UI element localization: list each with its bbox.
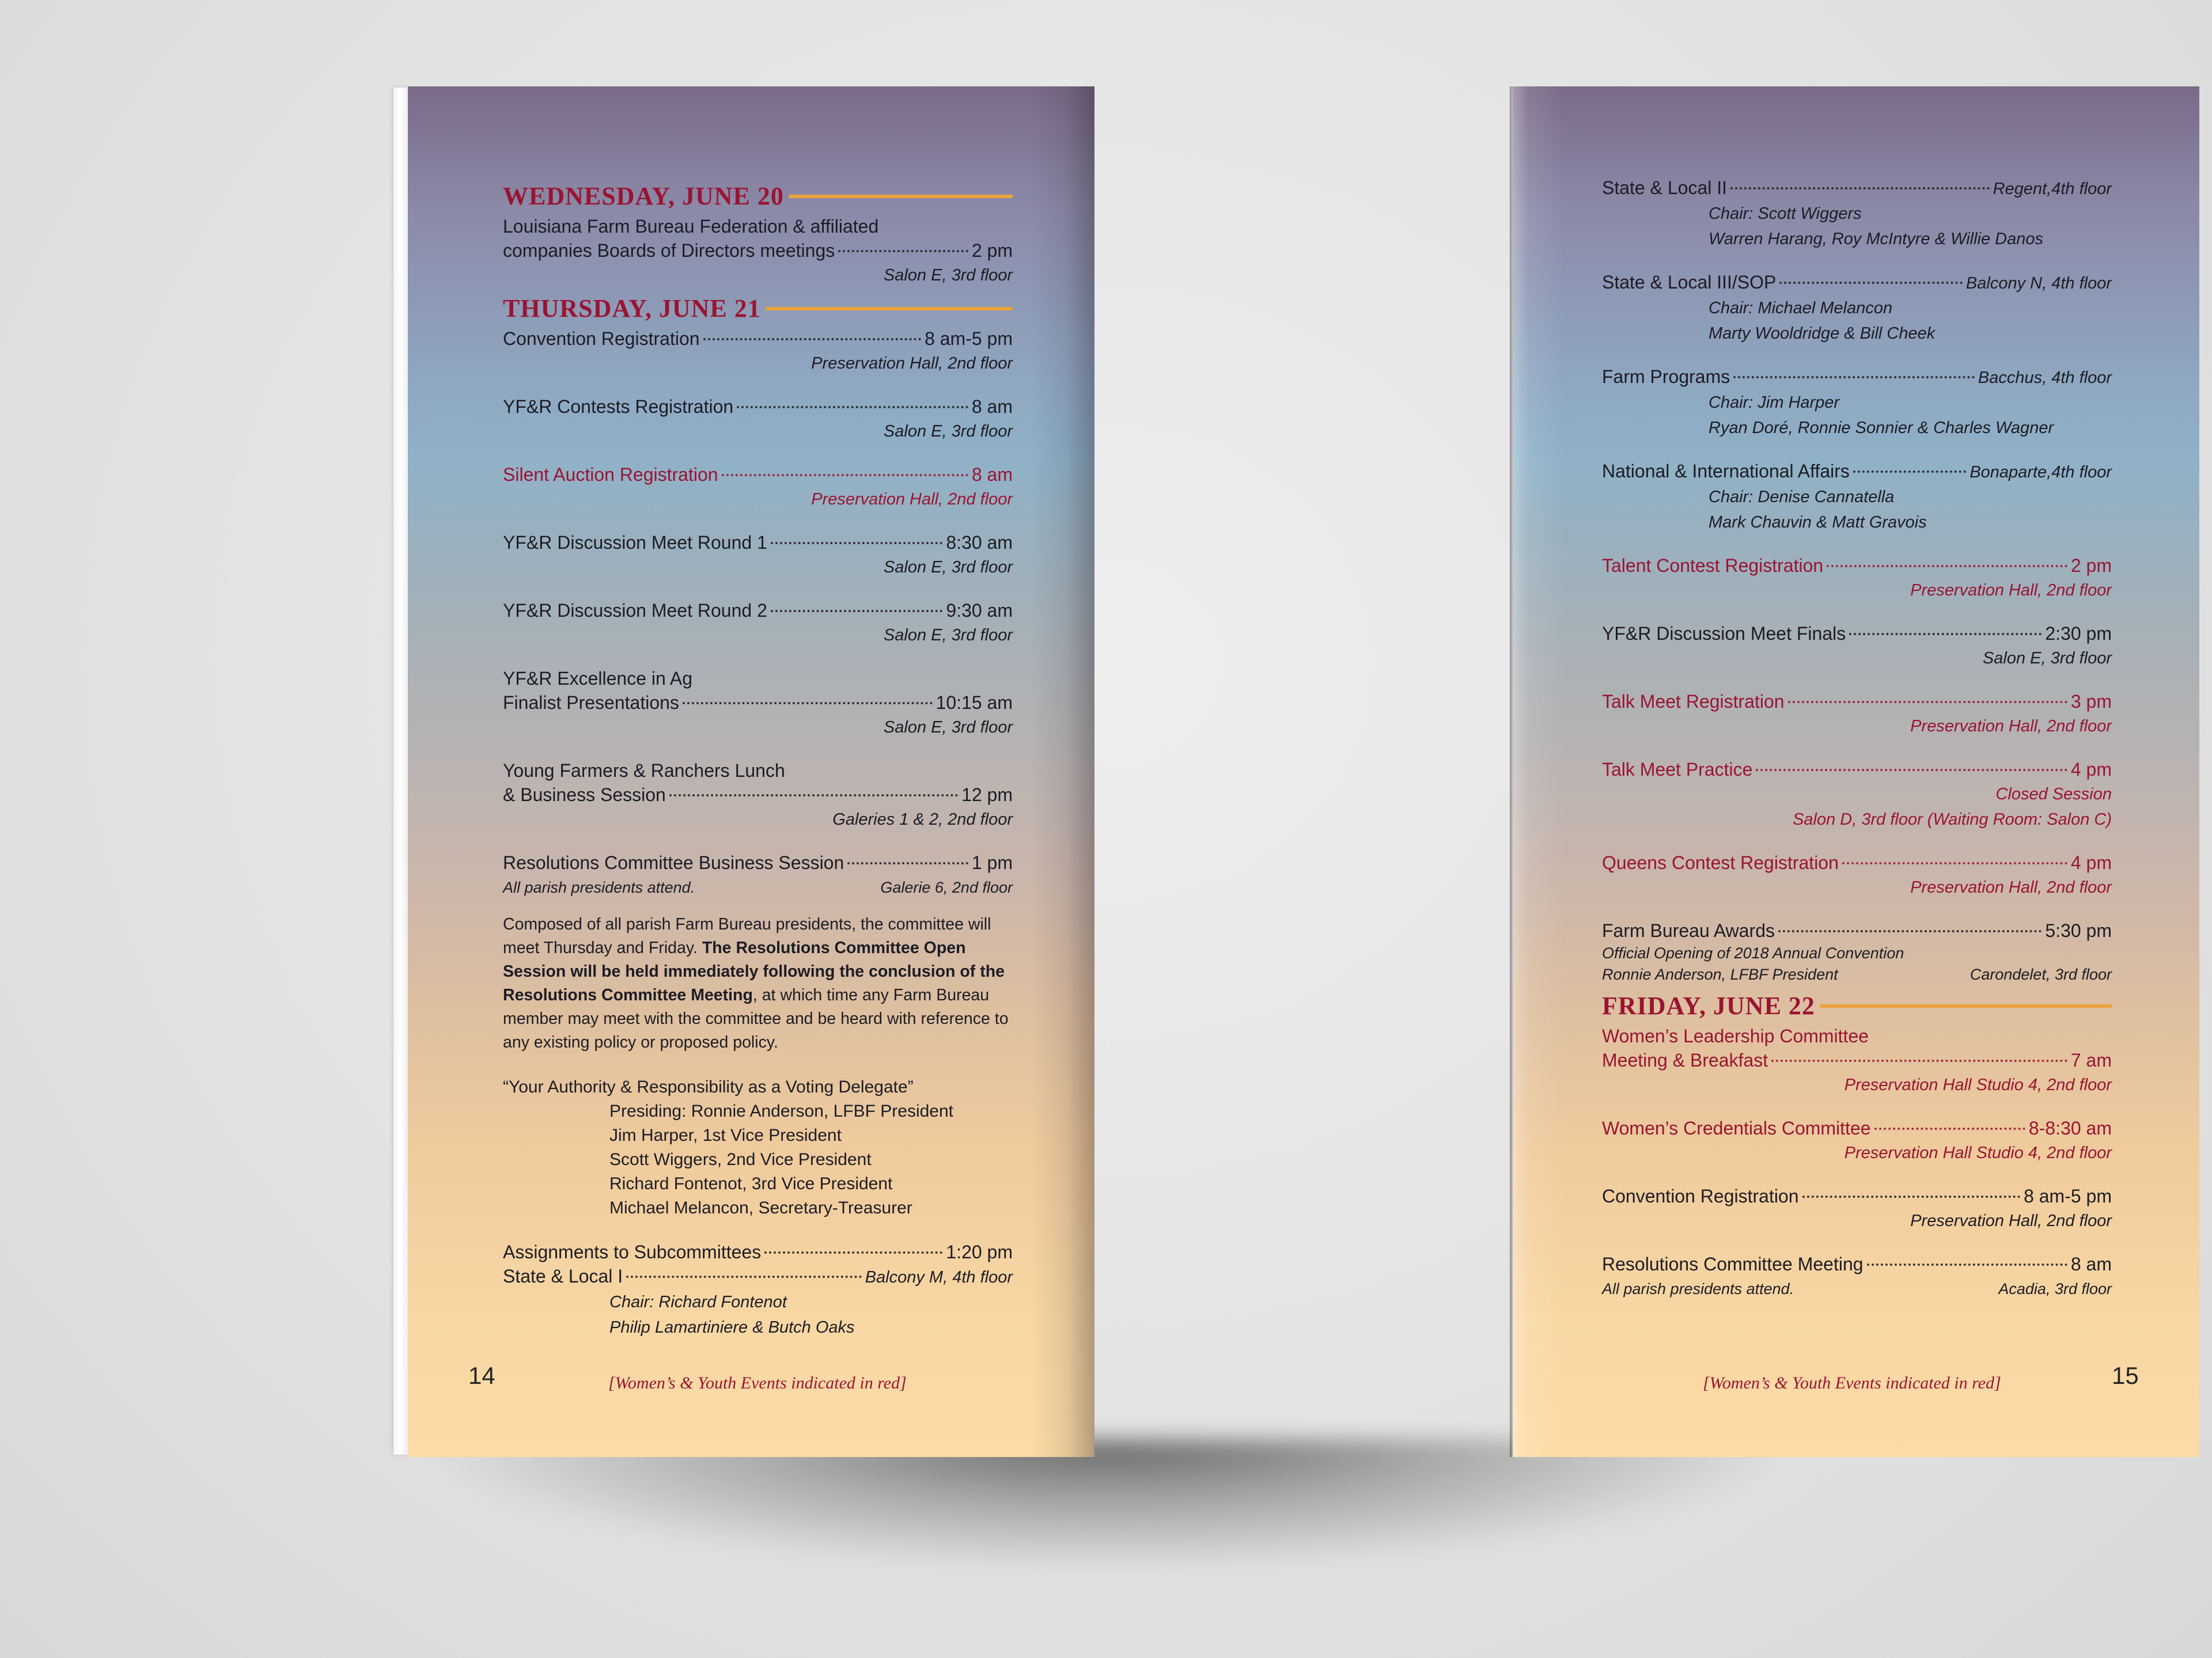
- left-page-schedule: [503, 176, 1013, 1340]
- page-number: 14: [468, 1362, 495, 1389]
- schedule-entry: [503, 530, 1013, 580]
- event-time: 7 am: [2070, 1050, 2112, 1071]
- subcommittee-location: Balcony N, 4th floor: [1965, 274, 2112, 293]
- heading-rule: [766, 307, 1013, 310]
- event-time: 8 am-5 pm: [925, 328, 1013, 349]
- session-title: “Your Authority & Responsibility as a Voting Delegate”: [503, 1077, 914, 1097]
- event-time: 1:20 pm: [946, 1242, 1013, 1262]
- event-location: Acadia, 3rd floor: [1998, 1280, 2112, 1297]
- resolutions-committee-description: Composed of all parish Farm Bureau presidents, the committee will meet Thursday and Friday. The Resolutions Committee Open Session will be held immediately following the conclusion of the Resolutions Committee Meeting, at which time any Farm Bureau member may meet with the committee and be heard with reference to any existing policy or proposed policy.: [503, 915, 1009, 1052]
- subcommittee-location: Bonaparte,4th floor: [1969, 463, 2112, 481]
- event-note: All parish presidents attend.: [1602, 1280, 1794, 1297]
- schedule-entry: [1602, 621, 2112, 671]
- event-location: Salon E, 3rd floor: [1982, 649, 2112, 667]
- subcommittee-members: Mark Chauvin & Matt Gravois: [1709, 513, 1927, 532]
- day-heading-wednesday: WEDNESDAY, JUNE 20: [503, 181, 1013, 211]
- event-presenter: Ronnie Anderson, LFBF President: [1602, 966, 1838, 983]
- event-location: Salon E, 3rd floor: [883, 422, 1013, 441]
- schedule-entry: [503, 666, 1013, 740]
- subcommittee-members: Marty Wooldridge & Bill Cheek: [1709, 324, 1936, 343]
- subcommittee-location: Regent,4th floor: [1993, 180, 2112, 198]
- schedule-entry: [503, 394, 1013, 444]
- subcommittee-entry: [1602, 176, 2112, 252]
- event-title: & Business Session: [503, 784, 666, 805]
- event-time: 4 pm: [2070, 852, 2112, 873]
- schedule-entry: [1602, 1252, 2112, 1302]
- day-heading-friday: FRIDAY, JUNE 22: [1602, 991, 2112, 1020]
- subcommittee-title: Farm Programs: [1602, 366, 1730, 387]
- event-title: Convention Registration: [503, 328, 700, 349]
- event-title: Farm Bureau Awards: [1602, 920, 1775, 941]
- subcommittee-chair: Chair: Michael Melancon: [1709, 299, 1893, 317]
- event-time: 12 pm: [961, 784, 1013, 805]
- event-time: 8:30 am: [946, 532, 1013, 553]
- event-time: 5:30 pm: [2045, 920, 2112, 941]
- event-time: 8 am-5 pm: [2024, 1186, 2112, 1206]
- schedule-entry: [503, 214, 1013, 288]
- presenter: Jim Harper, 1st Vice President: [609, 1126, 842, 1145]
- heading-rule: [789, 195, 1013, 198]
- event-location: Preservation Hall, 2nd floor: [1910, 1212, 2112, 1230]
- event-note: All parish presidents attend.: [503, 879, 695, 896]
- subcommittee-members: Philip Lamartiniere & Butch Oaks: [609, 1318, 855, 1337]
- footer-legend: [Women’s & Youth Events indicated in red]: [1703, 1374, 2001, 1393]
- event-time: 8 am: [2070, 1254, 2112, 1274]
- event-location: Salon E, 3rd floor: [883, 626, 1013, 644]
- event-time: 2:30 pm: [2045, 623, 2112, 644]
- presenter: Scott Wiggers, 2nd Vice President: [609, 1150, 872, 1169]
- event-location: Galerie 6, 2nd floor: [880, 879, 1013, 896]
- open-booklet: [393, 86, 2139, 1457]
- event-time: 9:30 am: [946, 600, 1013, 621]
- subcommittee-entry: [1602, 365, 2112, 441]
- subcommittee-members: Warren Harang, Roy McIntyre & Willie Danos: [1709, 230, 2044, 248]
- event-time: 2 pm: [2070, 555, 2112, 576]
- spine-highlight: [1513, 86, 1565, 1457]
- event-time: 10:15 am: [935, 692, 1013, 713]
- schedule-entry: [503, 327, 1013, 376]
- event-title: Finalist Presentations: [503, 692, 679, 713]
- event-location: Preservation Hall Studio 4, 2nd floor: [1844, 1144, 2112, 1162]
- subcommittee-chair: Chair: Richard Fontenot: [609, 1293, 787, 1311]
- event-location: Salon E, 3rd floor: [883, 558, 1013, 576]
- event-title: YF&R Excellence in Ag: [503, 668, 693, 689]
- subcommittee-chair: Chair: Scott Wiggers: [1709, 204, 1862, 223]
- voting-delegate-session: [503, 1075, 1013, 1220]
- subcommittee-title: State & Local II: [1602, 177, 1728, 198]
- event-title: Talk Meet Registration: [1602, 691, 1785, 712]
- event-title: YF&R Discussion Meet Finals: [1602, 623, 1846, 644]
- event-time: 8 am: [971, 464, 1013, 485]
- schedule-entry: [503, 598, 1013, 648]
- event-location: Preservation Hall, 2nd floor: [811, 354, 1013, 373]
- schedule-entry-womens-youth: [503, 462, 1013, 512]
- schedule-entry: [1602, 919, 2112, 985]
- event-title: Resolutions Committee Meeting: [1602, 1254, 1863, 1274]
- schedule-entry: [1602, 1184, 2112, 1234]
- page-14: [408, 86, 1094, 1457]
- page-number: 15: [2112, 1362, 2139, 1389]
- event-title: Queens Contest Registration: [1602, 852, 1839, 873]
- subcommittee-members: Ryan Doré, Ronnie Sonnier & Charles Wagner: [1709, 419, 2054, 437]
- event-title: Assignments to Subcommittees: [503, 1242, 762, 1262]
- presenter: Richard Fontenot, 3rd Vice President: [609, 1174, 893, 1193]
- subcommittee-entry: [1602, 459, 2112, 535]
- event-title: companies Boards of Directors meetings: [503, 240, 835, 261]
- schedule-entry: [503, 758, 1013, 832]
- event-location: Salon E, 3rd floor: [883, 718, 1013, 737]
- event-location: Preservation Hall, 2nd floor: [1910, 878, 2112, 897]
- event-title: YF&R Discussion Meet Round 2: [503, 600, 767, 621]
- event-title: Women’s Credentials Committee: [1602, 1118, 1871, 1139]
- presenter: Presiding: Ronnie Anderson, LFBF President: [609, 1102, 953, 1121]
- schedule-entry: [503, 851, 1013, 900]
- schedule-entry-womens-youth: [1602, 851, 2112, 900]
- event-location: Salon D, 3rd floor (Waiting Room: Salon C): [1793, 810, 2112, 829]
- subcommittee-title: State & Local III/SOP: [1602, 272, 1777, 293]
- schedule-entry-womens-youth: [1602, 689, 2112, 739]
- event-title: Talent Contest Registration: [1602, 555, 1824, 576]
- booklet-shadow: [415, 1440, 1797, 1572]
- event-time: 8-8:30 am: [2028, 1118, 2112, 1139]
- event-location: Preservation Hall, 2nd floor: [811, 490, 1013, 509]
- schedule-entry-womens-youth: [1602, 1116, 2112, 1166]
- schedule-entry-womens-youth: [1602, 1024, 2112, 1098]
- event-time: 2 pm: [971, 240, 1013, 261]
- page-15: [1513, 86, 2199, 1457]
- event-location: Preservation Hall, 2nd floor: [1910, 581, 2112, 600]
- schedule-entry-womens-youth: [1602, 553, 2112, 603]
- spine-shade: [1031, 86, 1094, 1457]
- event-note: Closed Session: [1995, 785, 2112, 803]
- heading-rule: [1820, 1004, 2112, 1008]
- right-page-schedule: [1602, 176, 2112, 1302]
- event-time: 8 am: [971, 396, 1013, 417]
- event-title: Convention Registration: [1602, 1186, 1799, 1206]
- event-title: Meeting & Breakfast: [1602, 1050, 1768, 1071]
- schedule-entry-womens-youth: [1602, 757, 2112, 832]
- event-title: Resolutions Committee Business Session: [503, 852, 844, 873]
- event-time: 4 pm: [2070, 759, 2112, 780]
- subcommittee-location: Bacchus, 4th floor: [1978, 369, 2112, 387]
- event-title: Silent Auction Registration: [503, 464, 718, 485]
- event-location: Carondelet, 3rd floor: [1969, 966, 2112, 983]
- subcommittee-entry: [1602, 270, 2112, 346]
- event-location: Preservation Hall Studio 4, 2nd floor: [1844, 1076, 2112, 1094]
- presenter: Michael Melancon, Secretary-Treasurer: [609, 1198, 912, 1217]
- subcommittee-chair: Chair: Denise Cannatella: [1709, 488, 1895, 506]
- footer-legend: [Women’s & Youth Events indicated in red]: [608, 1374, 907, 1393]
- event-location: Salon E, 3rd floor: [883, 266, 1013, 284]
- subcommittee-chair: Chair: Jim Harper: [1709, 393, 1840, 412]
- subcommittee-location: Balcony M, 4th floor: [865, 1268, 1013, 1287]
- event-title: YF&R Discussion Meet Round 1: [503, 532, 767, 553]
- schedule-entry: [503, 1240, 1013, 1340]
- subcommittee-title: National & International Affairs: [1602, 461, 1850, 481]
- event-location: Galeries 1 & 2, 2nd floor: [832, 810, 1013, 829]
- event-title: Young Farmers & Ranchers Lunch: [503, 760, 785, 781]
- event-time: 1 pm: [971, 852, 1013, 873]
- event-location: Preservation Hall, 2nd floor: [1910, 717, 2112, 735]
- event-subtitle: Official Opening of 2018 Annual Convention: [1602, 944, 1904, 962]
- event-time: 3 pm: [2070, 691, 2112, 712]
- event-title: Louisiana Farm Bureau Federation & affiliated: [503, 216, 879, 237]
- subcommittee-title: State & Local I: [503, 1266, 623, 1287]
- event-title: Women’s Leadership Committee: [1602, 1026, 1869, 1046]
- event-title: Talk Meet Practice: [1602, 759, 1753, 780]
- day-heading-thursday: THURSDAY, JUNE 21: [503, 294, 1013, 323]
- event-title: YF&R Contests Registration: [503, 396, 734, 417]
